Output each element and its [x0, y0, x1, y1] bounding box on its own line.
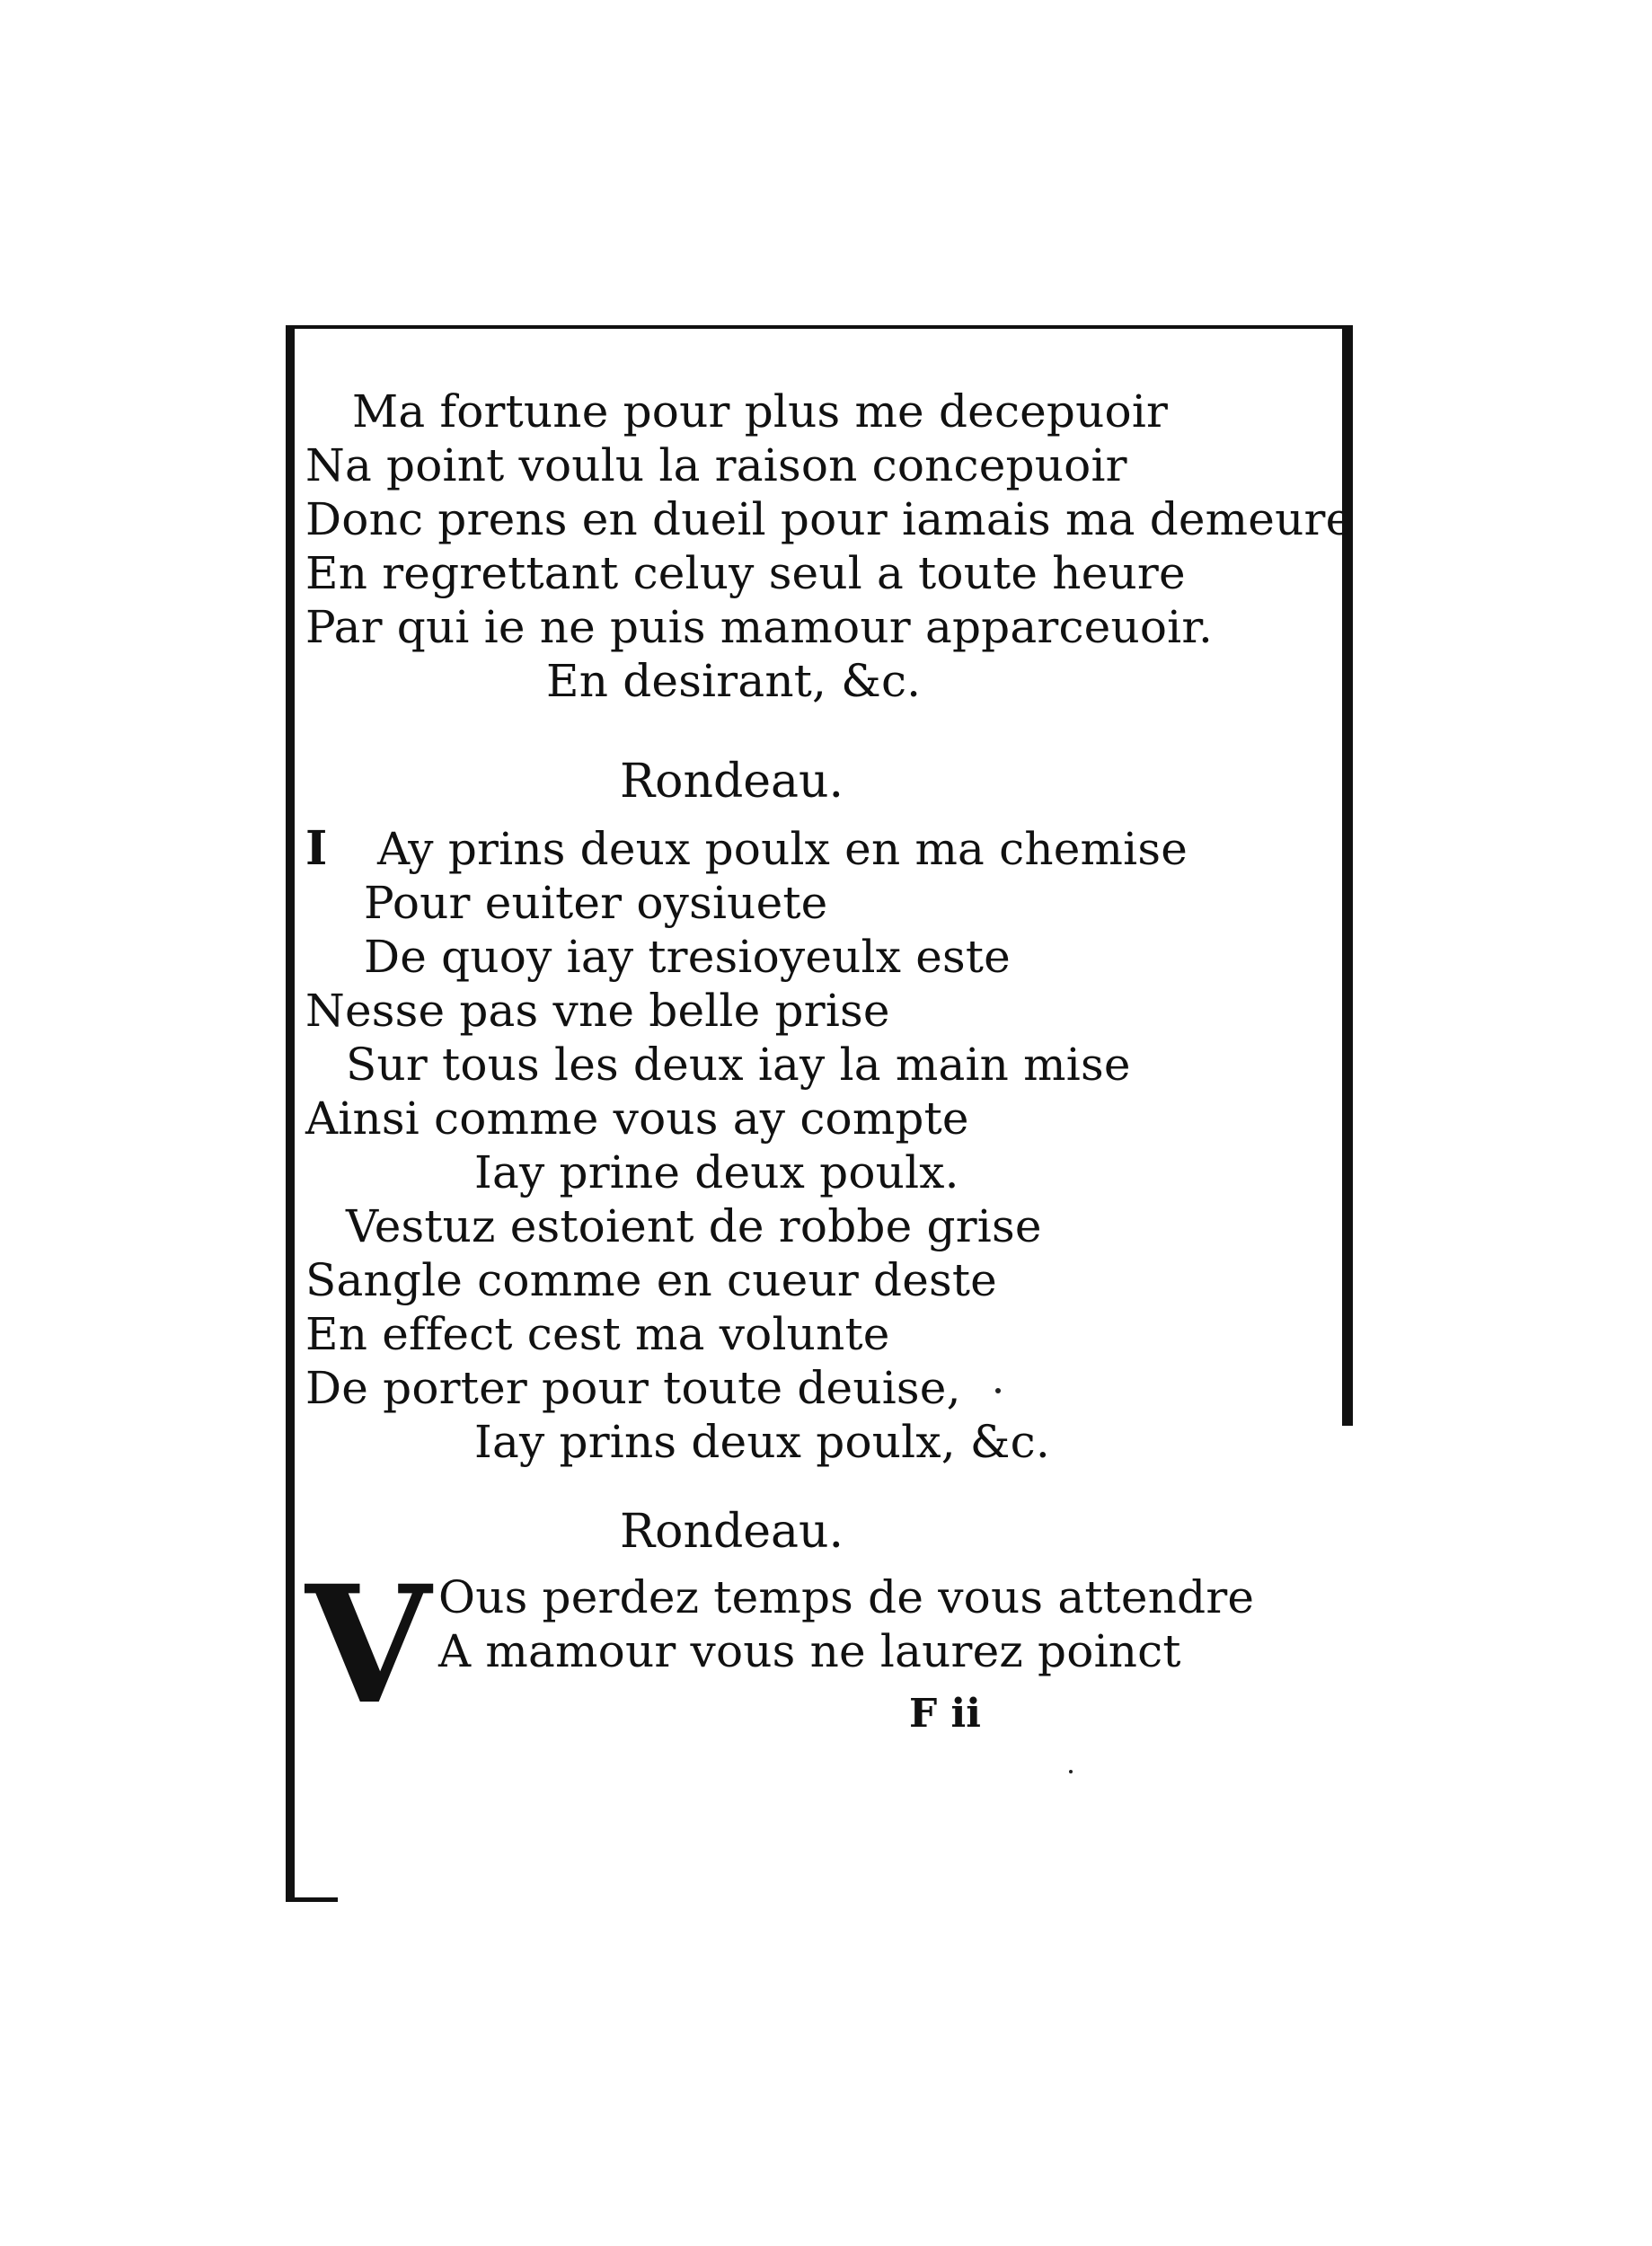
rondeau2-title: Rondeau. [620, 1505, 844, 1559]
rondeau1-line-7: Iay prine deux poulx. [474, 1146, 959, 1198]
stanza1-line-5: Par qui ie ne puis mamour apparceuoir. [305, 601, 1214, 653]
signature-mark: F ii [909, 1691, 981, 1737]
stanza1-line-1: Ma fortune pour plus me decepuoir [352, 385, 1169, 438]
rondeau1-title: Rondeau. [620, 755, 844, 809]
stanza1-refrain: En desirant, &c. [546, 655, 922, 707]
stanza1-line-3: Donc prens en dueil pour iamais ma demeure [305, 493, 1353, 545]
rondeau1-line-9: Sangle comme en cueur deste [305, 1254, 997, 1306]
rondeau1-line-11: De porter pour toute deuise, [305, 1362, 961, 1414]
rondeau1-refrain: Iay prins deux poulx, &c. [474, 1416, 1050, 1468]
stanza1-line-2: Na point voulu la raison concepuoir [305, 439, 1127, 491]
page-frame-top-rule [286, 325, 1346, 329]
rondeau2-line-2: A mamour vous ne laurez poinct [438, 1625, 1181, 1677]
rondeau1-line-1: Ay prins deux poulx en ma chemise [377, 823, 1188, 875]
rondeau1-line-4: Nesse pas vne belle prise [305, 985, 890, 1037]
page-frame-left-rule [286, 325, 295, 1902]
rondeau1-line-2: Pour euiter oysiuete [364, 877, 828, 929]
stanza1-line-4: En regrettant celuy seul a toute heure [305, 547, 1186, 599]
rondeau2-line-1: Ous perdez temps de vous attendre [438, 1571, 1255, 1623]
rondeau1-line-10: En effect cest ma volunte [305, 1308, 890, 1360]
rondeau1-line-8: Vestuz estoient de robbe grise [346, 1200, 1042, 1252]
rondeau1-initial: I [305, 821, 328, 876]
page-frame-right-rule [1342, 325, 1353, 1426]
rondeau1-line-5: Sur tous les deux iay la main mise [346, 1039, 1131, 1091]
ink-speck [1069, 1770, 1073, 1773]
rondeau2-initial-drop-cap: V [305, 1551, 431, 1740]
rondeau1-line-3: De quoy iay tresioyeulx este [364, 931, 1011, 983]
page-frame-bottom-rule [286, 1897, 338, 1902]
ink-speck [995, 1388, 1001, 1393]
rondeau1-line-6: Ainsi comme vous ay compte [305, 1092, 969, 1145]
